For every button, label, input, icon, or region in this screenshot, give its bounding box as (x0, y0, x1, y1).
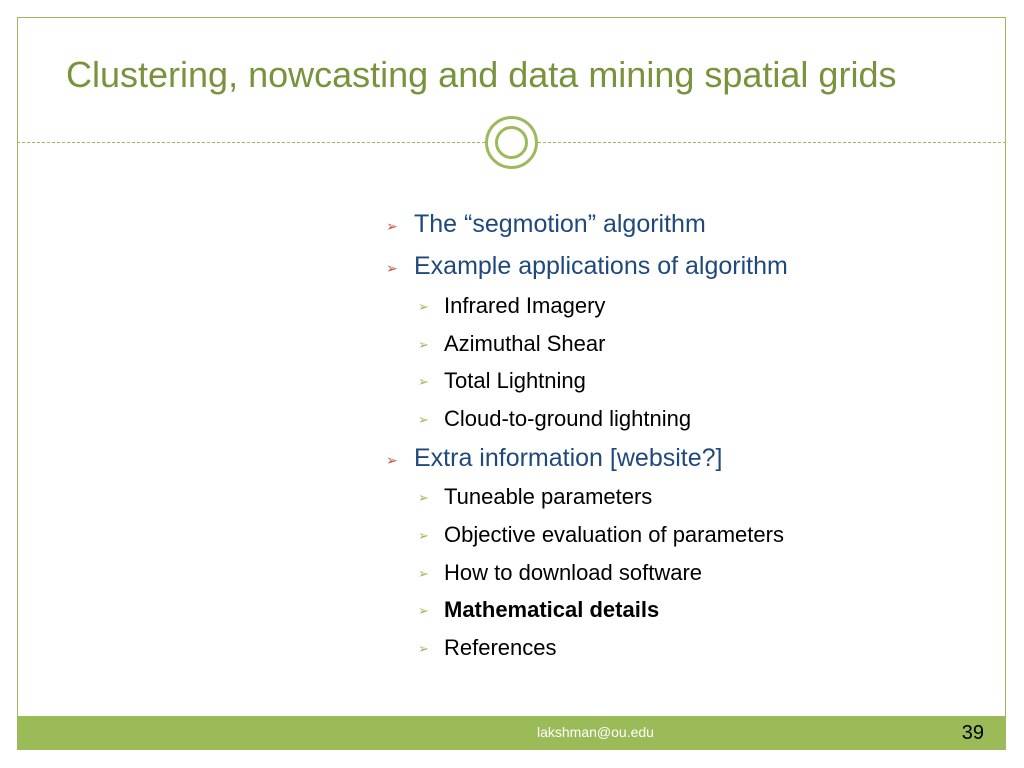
sub-bullet-text: Azimuthal Shear (444, 331, 606, 356)
sub-bullet-text: Objective evaluation of parameters (444, 522, 784, 547)
sub-bullet-text: Infrared Imagery (444, 293, 606, 318)
arrow-bullet-icon: ➢ (418, 374, 429, 389)
arrow-bullet-icon: ➢ (418, 641, 429, 656)
sub-bullet-text: References (444, 635, 557, 660)
arrow-bullet-icon: ➢ (386, 218, 398, 234)
title-divider-left (17, 142, 485, 143)
arrow-bullet-icon: ➢ (418, 490, 429, 505)
arrow-bullet-icon: ➢ (418, 299, 429, 314)
bullet-text: Example applications of algorithm (414, 252, 788, 280)
sub-bullet-text: How to download software (444, 560, 703, 585)
title-divider-right (538, 142, 1006, 143)
sub-bullet-text: Mathematical details (444, 597, 660, 622)
arrow-bullet-icon: ➢ (418, 412, 429, 427)
arrow-bullet-icon: ➢ (418, 528, 429, 543)
arrow-bullet-icon: ➢ (418, 566, 429, 581)
sub-bullet-text: Cloud-to-ground lightning (444, 406, 692, 431)
ornament-inner-circle (495, 126, 528, 159)
footer-bar (17, 716, 1006, 750)
slide-title: Clustering, nowcasting and data mining spatial grids (66, 54, 897, 95)
footer-email: lakshman@ou.edu (537, 724, 654, 740)
bullet-text: The “segmotion” algorithm (414, 210, 706, 238)
bullet-text: Extra information [website?] (414, 444, 723, 472)
arrow-bullet-icon: ➢ (418, 603, 429, 618)
ornament-circle-icon (485, 116, 538, 169)
sub-bullet-text: Total Lightning (444, 368, 586, 393)
page-number: 39 (961, 722, 984, 744)
sub-bullet-text: Tuneable parameters (444, 484, 653, 509)
arrow-bullet-icon: ➢ (386, 260, 398, 276)
arrow-bullet-icon: ➢ (386, 452, 398, 468)
arrow-bullet-icon: ➢ (418, 337, 429, 352)
